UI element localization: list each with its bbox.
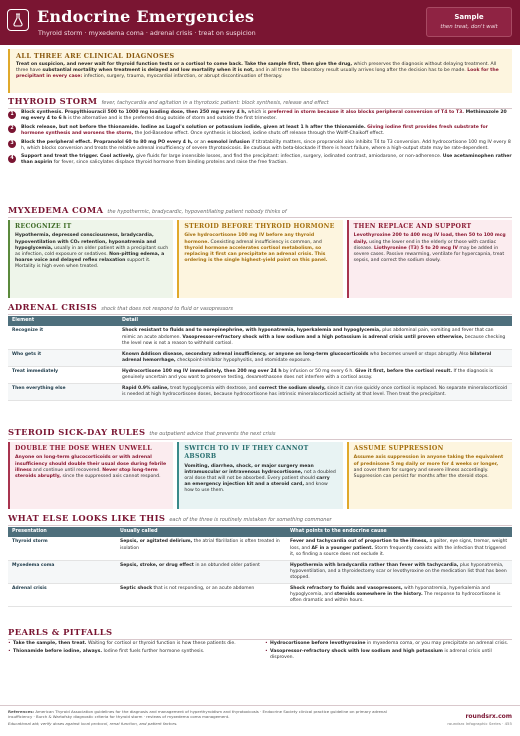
header-banner	[0, 0, 520, 45]
section-thyroid-storm	[8, 96, 512, 109]
table-row	[8, 560, 512, 583]
step-item: 1 Block synthesis. Propylthiouracil 500 to 1000 mg loading dose, then 250 mg every 4 h, which is preferred in storm because it also blocks peripheral conversion of T4 to T3. Methimazole 20 mg every 4 to 6 h is the alternative and is the preferred drug outside of storm and outside the first trimester.	[8, 110, 512, 122]
section-subtitle: the outpatient advice that prevents the next crisis	[149, 431, 276, 437]
row-label: Thyroid storm	[8, 537, 116, 560]
card-text: Hypothermia, depressed consciousness, bradycardia, hypoventilation with CO₂ retention, hyponatremia and hypoglycemia, usually in an older patient with a precipitant such as infection, cold exposure or sedatives. Non-pitting edema, a hoarse voice and delayed reflex relaxation support it. Mortality is high even when treated.	[15, 233, 169, 270]
card-text: Levothyroxine 200 to 400 mcg IV load, then 50 to 100 mcg daily, using the lower end in the elderly or those with cardiac disease. Liothyronine (T3) 5 to 20 mcg IV may be added in severe cases. Passive rewarming, ventilate for hypercapnia, treat sepsis, and correct the sodium slowly.	[353, 233, 506, 264]
row-label: Treat immediately	[8, 366, 118, 383]
step-item: 4 Support and treat the trigger. Cool actively, give fluids for large insensible losses, and find the precipitant: infection, surgery, iodinated contrast, amiodarone, or non-adherence. Use acetaminophen rather than aspirin for fever, since salicylates displace thyroid hormone from binding proteins and raise the free fraction.	[8, 154, 512, 166]
table-row	[8, 366, 512, 383]
row-label: Who gets it	[8, 349, 118, 366]
row-detail: Hydrocortisone 100 mg IV immediately, then 200 mg over 24 h by infusion or 50 mg every 6 h. Give it first, before the cortisol result. If the diagnosis is genuinely uncertain and you want to preserve testing, dexamethasone does not interfere with a cortisol assay.	[118, 366, 512, 383]
list-item: • Vasopressor-refractory shock with low sodium and high potassium is adrenal crisis until disproven.	[265, 649, 512, 661]
column-header: Usually called	[116, 527, 286, 537]
row-usual: Sepsis, stroke, or drug effect in an obtunded older patient	[116, 560, 286, 583]
series-label: roundsrx Infographic Series · 455	[447, 721, 512, 726]
mimics-table	[8, 527, 512, 607]
card-text: Assume axis suppression in anyone taking the equivalent of prednisone 5 mg daily or more for 4 weeks or longer, and cover them for surgery and severe illness accordingly. Suppression can persist for months after the steroid stops.	[353, 455, 504, 479]
row-usual: Septic shock that is not responding, or an acute abdomen	[116, 583, 286, 606]
section-subtitle: shock that does not respond to fluid or vasopressors	[101, 306, 234, 312]
section-sick-day-rules	[8, 427, 512, 440]
step-item: 3 Block the peripheral effect. Propranolol 60 to 80 mg PO every 4 h, or an esmolol infusion if titratability matters, since propranolol also inhibits T4 to T3 conversion. Add hydrocortisone 100 mg IV every 8 h, which blocks conversion and treats the relative adrenal insufficiency of severe thyrotoxicosis. Be cautious with beta-blockade if there is heart failure, where a high-output state may be rate-dependent.	[8, 140, 512, 152]
step-number: 4	[8, 155, 16, 163]
row-detail: Rapid 0.9% saline, treat hypoglycemia with dextrose, and correct the sodium slowly, since it can rise quickly once cortisol is replaced. No separate mineralocorticoid is needed at high hydrocortisone doses, because hydrocortisone has intrinsic mineralocorticoid activity at that level. Then treat the precipitant.	[118, 383, 512, 400]
card-recognize	[8, 220, 173, 298]
references: References: American Thyroid Association guidelines for the diagnosis and management of hyperthyroidism and thyrotoxicosis · Endocrine Society clinical practice guideline on primary adrenal insufficiency · Burch & Wartofsky diagnostic criteria for thyroid storm · reviews of myxedema coma management.	[8, 709, 387, 720]
row-clue: Shock refractory to fluids and vasopressors, with hyponatremia, hyperkalemia and hypoglycemia, and steroids somewhere in the history. The response to hydrocortisone is often dramatic and within hours.	[286, 583, 512, 606]
column-header: Presentation	[8, 527, 116, 537]
card-switch-iv	[177, 442, 342, 509]
row-detail: Known Addison disease, secondary adrenal insufficiency, or anyone on long-term glucocorticoids who becomes unwell or stops abruptly. Also bilateral adrenal hemorrhage, checkpoint-inhibitor hypophysitis, and etomidate exposure.	[118, 349, 512, 366]
badge-title: Sample	[454, 13, 484, 21]
card-text: Anyone on long-term glucocorticoids or with adrenal insufficiency should double their usual dose during febrile illness and continue until recovered. Never stop long-term steroids abruptly, since the suppressed axis cannot respond.	[15, 455, 167, 479]
section-title: ADRENAL CRISIS	[8, 302, 98, 312]
row-usual: Sepsis, or agitated delirium, the atrial fibrillation is often treated in isolation	[116, 537, 286, 560]
column-header: What points to the endocrine cause	[286, 527, 512, 537]
table-row	[8, 537, 512, 560]
card-heading: RECOGNIZE IT	[15, 223, 72, 230]
adrenal-table	[8, 316, 512, 401]
table-row	[8, 583, 512, 606]
page-subtitle: Thyroid storm · myxedema coma · adrenal crisis · treat on suspicion	[38, 29, 256, 37]
card-replace-support	[347, 220, 512, 298]
table-row	[8, 326, 512, 349]
card-double-dose	[8, 442, 173, 509]
badge-subtitle: then treat, don't wait	[440, 24, 498, 31]
section-subtitle: each of the three is routinely mistaken for something commoner	[169, 517, 332, 523]
row-detail: Shock resistant to fluids and to norepinephrine, with hyponatremia, hyperkalemia and hypoglycemia, plus abdominal pain, vomiting and fever that can mimic an acute abdomen. Vasopressor-refractory shock with a low sodium and a high potassium is adrenal crisis until proven otherwise, because checking the level now is not a reason to withhold cortisol.	[118, 326, 512, 349]
flask-icon	[7, 9, 29, 31]
step-item: 2 Block release, but not before the thionamide. Iodine as Lugol's solution or potassium iodide, given at least 1 h after the thionamide. Giving iodine first provides fresh substrate for hormone synthesis and worsens the storm, the Jod-Basedow effect. Once synthesis is blocked, iodine shuts off release through the Wolff-Chaikoff effect.	[8, 125, 512, 137]
card-text: Give hydrocortisone 100 mg IV before any thyroid hormone. Coexisting adrenal insufficiency is common, and thyroid hormone accelerates cortisol metabolism, so replacing it first can precipitate an adrenal crisis. This ordering is the single highest-yield point on this panel.	[184, 233, 328, 264]
list-item: • Take the sample, then treat. Waiting for cortisol or thyroid function is how these patients die.	[8, 641, 255, 647]
pearls-list	[8, 641, 512, 663]
list-item: • Thionamide before iodine, always. Iodine first fuels further hormone synthesis.	[8, 649, 255, 655]
step-number: 3	[8, 140, 16, 148]
row-clue: Hypothermia with bradycardia rather than fever with tachycardia, plus hyponatremia, hypoventilation, and a thyroidectomy scar or levothyroxine on the medication list that has been stopped.	[286, 560, 512, 583]
list-item: • Hydrocortisone before levothyroxine in myxedema coma, or you may precipitate an adrenal crisis.	[265, 641, 512, 647]
site-link[interactable]: roundsrx.com	[465, 713, 512, 720]
card-heading: SWITCH TO IV IF THEY CANNOT ABSORB	[184, 445, 309, 461]
section-title: MYXEDEMA COMA	[8, 205, 104, 215]
card-heading: DOUBLE THE DOSE WHEN UNWELL	[15, 445, 152, 452]
card-assume-suppression	[347, 442, 512, 509]
section-mimics	[8, 513, 512, 526]
intro-text: Treat on suspicion, and never wait for thyroid function tests or a cortisol to come back. Take the sample first, then give the drug, which preserves the diagnosis without delaying treatment. All three have substantial mortality when treatment is delayed and low mortality when it is not, and in all three the laboratory result usually arrives long after the decision has to be made. Look for the precipitant in every case: infection, surgery, trauma, myocardial infarction, or abrupt discontinuation of therapy.	[16, 61, 499, 80]
footer	[0, 705, 520, 736]
row-label: Myxedema coma	[8, 560, 116, 583]
sample-badge	[426, 7, 512, 37]
card-text: Vomiting, diarrhea, shock, or major surgery mean intramuscular or intravenous hydrocortisone, not a doubled oral dose that will not be absorbed. Every patient should carry an emergency injection kit and a steroid card, and know how to use them.	[184, 463, 336, 494]
intro-heading: ALL THREE ARE CLINICAL DIAGNOSES	[16, 52, 175, 60]
pearls-right	[265, 641, 512, 663]
card-heading: THEN REPLACE AND SUPPORT	[353, 223, 472, 230]
row-label: Recognize it	[8, 326, 118, 349]
section-title: WHAT ELSE LOOKS LIKE THIS	[8, 513, 166, 523]
section-title: PEARLS & PITFALLS	[8, 627, 113, 637]
sickday-cards	[8, 442, 512, 509]
table-row	[8, 383, 512, 400]
section-myxedema-coma	[8, 205, 512, 218]
pearls-left	[8, 641, 255, 663]
disclaimer: Educational aid; verify doses against local protocol, renal function, and patient factors.	[8, 720, 178, 726]
section-subtitle: fever, tachycardia and agitation in a thyrotoxic patient: block synthesis, release and effect	[101, 100, 329, 106]
row-label: Then everything else	[8, 383, 118, 400]
row-clue: Fever and tachycardia out of proportion to the illness, a goiter, eye signs, tremor, weight loss, and AF in a younger patient. Storm frequently coexists with the infection that triggered it, so finding a source does not exclude it.	[286, 537, 512, 560]
column-header: Element	[8, 316, 118, 326]
table-row	[8, 349, 512, 366]
page-title: Endocrine Emergencies	[37, 7, 255, 26]
step-number: 1	[8, 111, 16, 119]
section-subtitle: the hypothermic, bradycardic, hypoventilating patient nobody thinks of	[107, 209, 287, 215]
section-title: STEROID SICK-DAY RULES	[8, 427, 146, 437]
step-number: 2	[8, 125, 16, 133]
intro-callout	[8, 49, 512, 93]
myxedema-cards	[8, 220, 512, 298]
section-title: THYROID STORM	[8, 96, 98, 106]
card-heading: ASSUME SUPPRESSION	[353, 445, 444, 452]
card-heading: STEROID BEFORE THYROID HORMONE	[184, 223, 335, 230]
thyroid-steps	[8, 110, 512, 169]
section-pearls	[8, 627, 512, 640]
row-label: Adrenal crisis	[8, 583, 116, 606]
card-steroid-first	[177, 220, 342, 298]
column-header: Detail	[118, 316, 512, 326]
section-adrenal-crisis	[8, 302, 512, 315]
